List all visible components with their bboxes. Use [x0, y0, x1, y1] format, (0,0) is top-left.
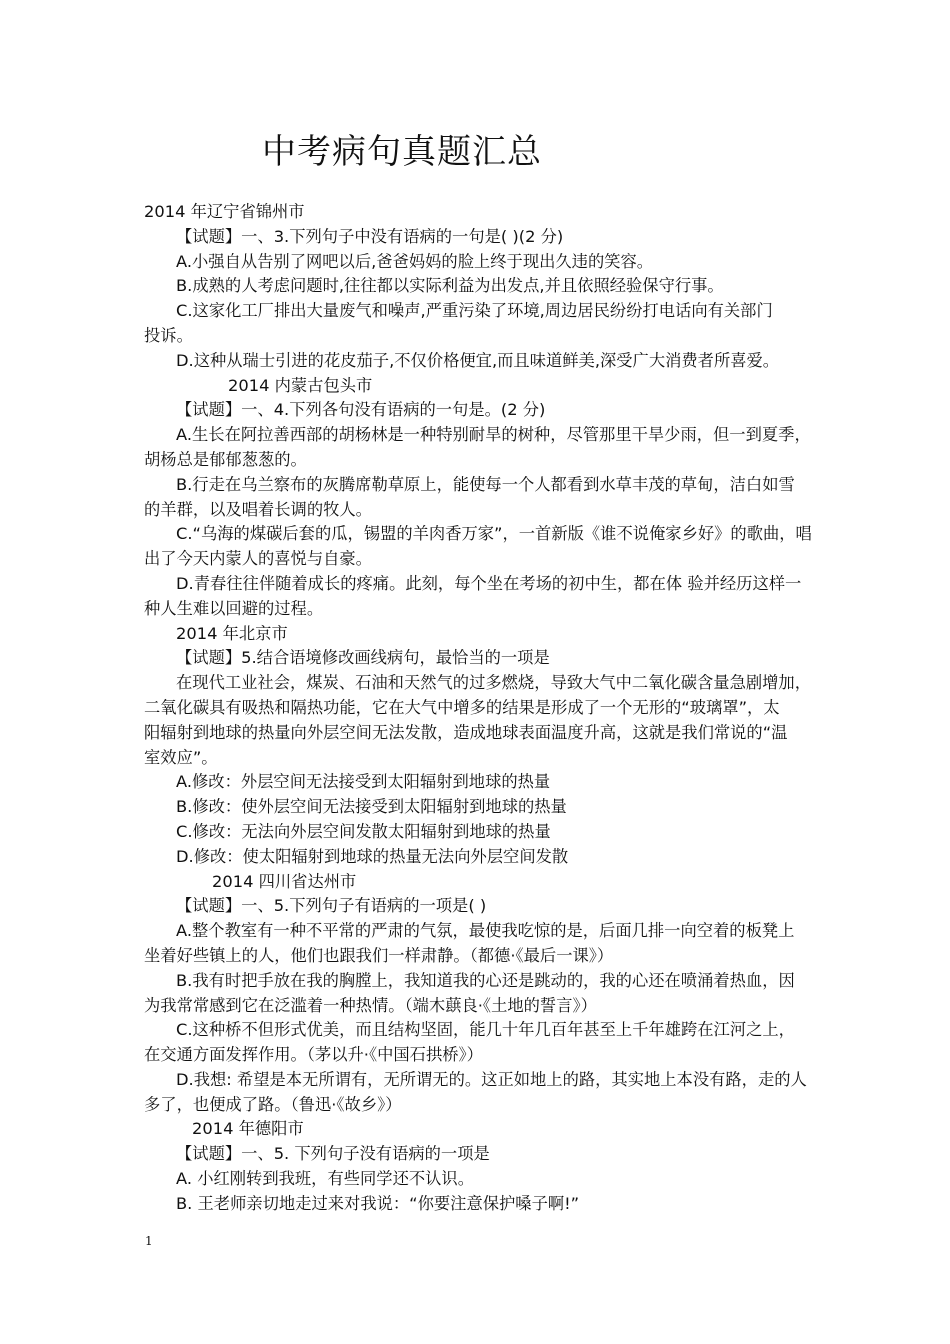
option-a-continued: 坐着好些镇上的人，他们也跟我们一样肃静。（都德·《最后一课》） — [144, 945, 614, 965]
option-c-continued: 投诉。 — [144, 325, 193, 345]
passage-line: 室效应”。 — [144, 747, 218, 767]
option-c-continued: 出了今天内蒙人的喜悦与自豪。 — [144, 549, 372, 569]
option-a: A.修改：外层空间无法接受到太阳辐射到地球的热量 — [176, 772, 551, 792]
document-body — [144, 200, 824, 1217]
option-c: C.“乌海的煤碳后套的瓜，锡盟的羊肉香万家”，一首新版《谁不说俺家乡好》的歌曲，唱 — [176, 524, 812, 544]
option-c-continued: 在交通方面发挥作用。（茅以升·《中国石拱桥》） — [144, 1045, 483, 1065]
option-c: C.这种桥不但形式优美，而且结构坚固，能几十年几百年甚至上千年雄跨在江河之上， — [176, 1020, 795, 1040]
section-heading: 2014 四川省达州市 — [212, 871, 357, 891]
option-b-continued: 为我常常感到它在泛滥着一种热情。（端木蕻良·《土地的誓言》） — [144, 995, 597, 1015]
option-d: D.修改：使太阳辐射到地球的热量无法向外层空间发散 — [176, 846, 569, 866]
question-stem: 【试题】一、5.下列句子有语病的一项是( ) — [176, 896, 487, 916]
question-stem: 【试题】一、4.下列各句没有语病的一句是。(2 分) — [176, 400, 546, 420]
section-heading: 2014 年德阳市 — [192, 1119, 304, 1139]
option-d: D.青春往往伴随着成长的疼痛。此刻，每个坐在考场的初中生，都在体 验并经历这样一 — [176, 573, 802, 593]
option-b-continued: 的羊群，以及唱着长调的牧人。 — [144, 499, 372, 519]
option-c: C.这家化工厂排出大量废气和噪声,严重污染了环境,周边居民纷纷打电话向有关部门 — [176, 301, 773, 321]
option-d: D.我想: 希望是本无所谓有，无所谓无的。这正如地上的路，其实地上本没有路，走的人 — [176, 1069, 807, 1089]
option-b: B.成熟的人考虑问题时,往往都以实际利益为出发点,并且依照经验保守行事。 — [176, 276, 724, 296]
option-d-continued: 种人生难以回避的过程。 — [144, 598, 324, 618]
option-a-continued: 胡杨总是郁郁葱葱的。 — [144, 449, 307, 469]
option-b: B.行走在乌兰察布的灰腾席勒草原上，能使每一个人都看到水草丰茂的草甸，洁白如雪 — [176, 474, 795, 494]
option-b: B. 王老师亲切地走过来对我说：“你要注意保护嗓子啊!” — [176, 1193, 580, 1213]
section-heading: 2014 年北京市 — [176, 623, 288, 643]
option-d-continued: 多了，也便成了路。（鲁迅·《故乡》） — [144, 1094, 402, 1114]
passage-line: 阳辐射到地球的热量向外层空间无法发散，造成地球表面温度升高，这就是我们常说的“温 — [144, 722, 788, 742]
section-heading: 2014 内蒙古包头市 — [228, 375, 373, 395]
section-heading: 2014 年辽宁省锦州市 — [144, 202, 305, 221]
option-b: B.我有时把手放在我的胸膛上，我知道我的心还是跳动的，我的心还在喷涌着热血，因 — [176, 970, 795, 990]
option-c: C.修改：无法向外层空间发散太阳辐射到地球的热量 — [176, 821, 551, 841]
option-a: A. 小红刚转到我班，有些同学还不认识。 — [176, 1169, 474, 1189]
option-d: D.这种从瑞士引进的花皮茄子,不仅价格便宜,而且味道鲜美,深受广大消费者所喜爱。 — [176, 350, 780, 370]
question-stem: 【试题】一、5. 下列句子没有语病的一项是 — [176, 1144, 490, 1164]
option-b: B.修改：使外层空间无法接受到太阳辐射到地球的热量 — [176, 797, 567, 817]
option-a: A.整个教室有一种不平常的严肃的气氛，最使我吃惊的是，后面几排一向空着的板凳上 — [176, 921, 795, 941]
passage-line: 在现代工业社会，煤炭、石油和天然气的过多燃烧，导致大气中二氧化碳含量急剧增加， — [176, 673, 811, 693]
question-stem: 【试题】5.结合语境修改画线病句，最恰当的一项是 — [176, 648, 550, 668]
page-title: 中考病句真题汇总 — [262, 132, 542, 172]
option-a: A.小强自从告别了网吧以后,爸爸妈妈的脸上终于现出久违的笑容。 — [176, 251, 654, 271]
passage-line: 二氧化碳具有吸热和隔热功能，它在大气中增多的结果是形成了一个无形的“玻璃罩”，太 — [144, 697, 780, 717]
page-number: 1 — [145, 1234, 153, 1248]
option-a: A.生长在阿拉善西部的胡杨林是一种特别耐旱的树种，尽管那里干旱少雨，但一到夏季， — [176, 425, 811, 445]
question-stem: 【试题】一、3.下列句子中没有语病的一句是( )(2 分) — [176, 226, 564, 246]
